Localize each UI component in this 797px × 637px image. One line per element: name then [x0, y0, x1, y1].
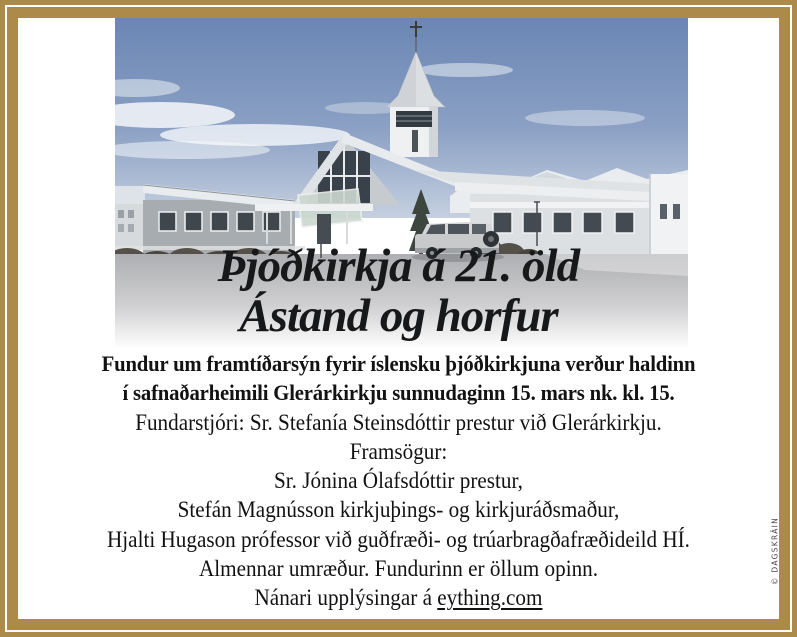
- detail-line-moderator: Fundarstjóri: Sr. Stefanía Steinsdóttir prestur við Glerárkirkju.: [135, 409, 662, 435]
- website-link[interactable]: eything.com: [437, 585, 543, 611]
- poster-body: [48, 349, 748, 613]
- detail-line-open-discussion: Almennar umræður. Fundurinn er öllum opinn.: [198, 556, 599, 582]
- credit-vertical-text: © DAGSKRÁIN: [770, 516, 780, 586]
- poster-title-line2: Ástand og horfur: [239, 290, 558, 342]
- intro-line-2: í safnaðarheimili Glerárkirkju sunnudaginn 15. mars nk. kl. 15.: [122, 380, 675, 406]
- detail-line-speaker-1: Sr. Jónina Ólafsdóttir prestur,: [274, 468, 523, 494]
- intro-line-1: Fundur um framtíðarsýn fyrir íslensku þjóðkirkjuna verður haldinn: [101, 351, 696, 376]
- poster-title-line1: Þjóðkirkja á 21. öld: [217, 240, 580, 292]
- poster-title: [0, 241, 797, 341]
- detail-line-speaker-2: Stefán Magnússon kirkjuþings- og kirkjuráðsmaður,: [177, 497, 620, 523]
- detail-line-speaker-3: Hjalti Hugason prófessor við guðfræði- og trúarbragðafræðideild HÍ.: [107, 526, 690, 552]
- detail-line-speakers-heading: Framsögur:: [349, 438, 448, 464]
- credit-box: [740, 516, 797, 586]
- more-info-line: [48, 583, 748, 612]
- more-info-prefix: Nánari upplýsingar á: [254, 585, 438, 611]
